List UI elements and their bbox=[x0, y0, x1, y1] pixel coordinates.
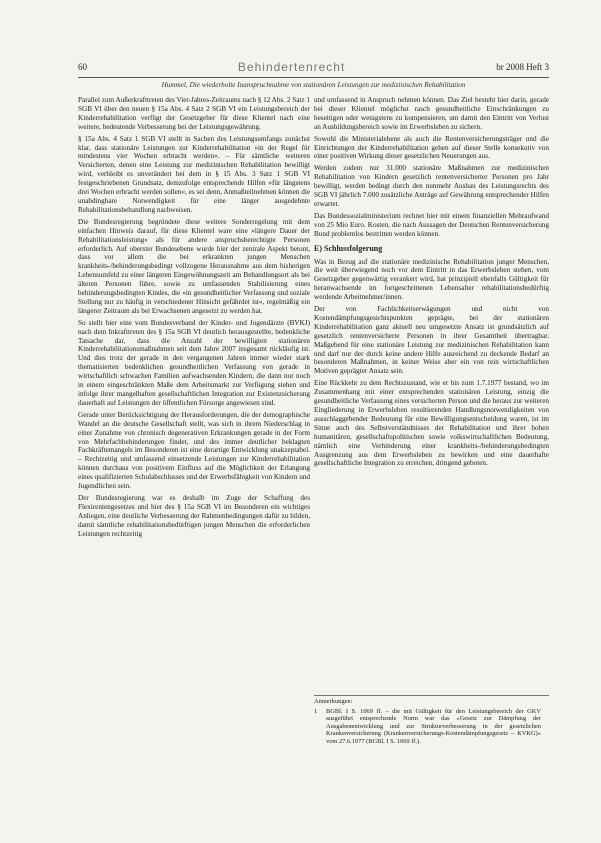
paragraph: Der von Fachlichkeitserwägungen und nicht von Kostendämpfungsgesichtspunkten geprägte, bei der stationären Kinderrehabilitation ganz aktuell neu umgesetzte Ansatz ist grundsätzlich auf gesetzlich rentenversicherte Personen in ihrer Gesamtheit übertragbar. Maßgebend für eine stationäre Leistung zur medizinischen Rehabilitation kann und darf nur der durch keine andere Hilfe ausreichend zu deckende Bedarf an besonderen Maßnahmen, in keiner Weise aber ein von rein wirtschaftlichen Motiven geprägter Ansatz sein. bbox=[314, 305, 549, 376]
paragraph: Gerade unter Berücksichtigung der Herausforderungen, die der demographische Wandel an die deutsche Gesellschaft stellt, was sich in ihrem Niederschlag in einer Zunahme von chronisch degenerativen Erkrankungen gerade in der Form von Mehrfachbehinderungen findet, und des immer deutlicher beklagten Fachkräftemangels im Besonderen ist eine derartige Entwicklung unakzeptabel. – Rechtzeitig und umfassend einsetzende Leistungen zur Kinderrehabilitation können durchaus von positivem Einfluss auf die Möglichkeit der Erlangung eines qualifizierten Schulabschlusses und der Erwerbsfähigkeit von Kindern und Jugendlichen sein. bbox=[78, 410, 310, 491]
paragraph: Der Bundesregierung war es deshalb im Zuge der Schaffung des Flexirentengesetzes und hier des § 15a SGB VI im Besonderen ein wichtiges Anliegen, eine deutliche Verbesserung der Rahmenbedingungen dafür zu bilden, damit sämtliche rehabilitationsbedürftigen jungen Menschen die erforderlichen Leistungen rechtzeitig bbox=[78, 493, 310, 538]
article-subtitle: Hummel, Die wiederholte Inanspruchnahme von stationären Leistungen zur medizinischen Rehabilitation bbox=[161, 81, 466, 89]
paragraph: und umfassend in Anspruch nehmen können. Das Ziel besteht hier darin, gerade bei dieser Klientel möglichst rasch gesundheitliche Einschränkungen zu beseitigen oder wenigstens zu kompensieren, um damit den Eintritt von Verlust an Ausbildungsbereich sowie im Erwerbsleben zu sichern. bbox=[314, 96, 549, 131]
footnote-text: BGBl. I S. 1069 ff. – die mit Gültigkeit für den Leistungsbereich der GKV ausgeführt entsprechende Norm war das »Gesetz zur Dämpfung der Ausgabenentwicklung und zur Strukturverbesserung in der gesetzlichen Krankenversicherung (Krankenversicherungs-Kostendämpfungsgesetz – KVKG)« vom 27.6.1977 (BGBl. I S. 1069 ff.). bbox=[326, 707, 541, 745]
paragraph: Werden zudem nur 31.000 stationäre Maßnahmen zur medizinischen Rehabilitation von Kindern gesetzlich rentenversicherter Personen pro Jahr bewilligt, werden bedingt durch den nunmehr Ausbau des Leistungsrechts des SGB VI jährlich 7.000 zusätzliche Anträge auf Gewährung entsprechender Hilfen erwartet. bbox=[314, 164, 549, 208]
paragraph: § 15a Abs. 4 Satz 1 SGB VI stellt in Sachen des Leistungsumfangs zunächst klar, dass stationäre Leistungen zur Kinderrehabilitation »in der Regel für mindestens vier Wochen erbracht werden«. – Für sämtliche weiteren Versicherten, denen eine Leistung zur medizinischen Rehabilitation bewilligt wird, verbleibt es unverändert bei dem in § 15 Abs. 3 Satz 1 SGB VI festgeschriebenen Grundsatz, demzufolge entsprechende Hilfen »für längstens drei Wochen erbracht werden sollen«, es sei denn, Anmaßteilnehmen können die unabdingbare Notwendigkeit für eine länger ausgedehnte Rehabilitationsbehandlung nachweisen. bbox=[78, 134, 311, 214]
footnotes bbox=[314, 695, 549, 746]
issue-label: br 2008 Heft 3 bbox=[496, 62, 549, 72]
paragraph: Was in Bezug auf die stationäre medizinische Rehabilitation junger Menschen, die weit überwiegend noch vor dem Eintritt in das Erwerbsleben stehen, vom Gesetzgeber gegenwärtig verankert wird, hat prinzipiell ebenfalls Gültigkeit für heranwachsende im fortgeschrittenen Lebensalter rehabilitationsbedürftig werdende Arbeitnehmer/innen. bbox=[314, 257, 549, 302]
right-column bbox=[314, 96, 549, 471]
footnote bbox=[314, 708, 549, 746]
paragraph: Sowohl die Ministerialebene als auch die Rentenversicherungsträger und die Einrichtungen der Kinderrehabilitation gehen auf dieser Stelle konsekutiv von einer positiven Wirkung dieser gesetzlichen Neuerungen aus. bbox=[314, 134, 549, 161]
left-column bbox=[78, 96, 310, 542]
footnote-number: 1 bbox=[314, 707, 318, 715]
journal-title: Behindertenrecht bbox=[237, 60, 346, 74]
paragraph: Parallel zum Außerkrafttreten des Vier-Jahres-Zeitraums nach § 12 Abs. 2 Satz 1 SGB VI über den neuen § 15a Abs. 4 Satz 2 SGB VI ein Leistungsbereich der Kinderrehabilitation verfügt der Gesetzgeber für diese Klientel nach eine weitere, bedeutende Verbesserung bei der Leistungsgewährung. bbox=[78, 96, 311, 131]
header-rule bbox=[78, 77, 549, 78]
page-number: 60 bbox=[78, 62, 87, 72]
paragraph: Die Bundesregierung begründete diese weitere Sonderregelung mit dem einfachen Hinweis darauf, für diese Klientel ware eine »längere Dauer der Rehabilitationsleistung« als für andere anspruchsberechtigte Personen erforderlich. Auf oberster Bundesebene wurde hier der zentrale Aspekt betont, dass vor allem die bei erkrankten jungen Menschen krankheits-/behinderungsbedingt vollzogene Herausnahme aus dem bisherigen Lebensumfeld zu einer längeren Eingewöhnungszeit am Behandlungsort als bei älteren Personen führe, sowie zu umfassenden Stabilisierung eines behinderungsbedingten Kindes, die »in gesundheitlicher Verfassung und soziale Stellung nur zu häufig in verschiedener Hinsicht gefährdet ist«, regelmäßig ein längerer Zeitraum als bei Erwachsenen angesetzt zu werden hat. bbox=[78, 217, 310, 315]
paragraph: Eine Rückkehr zu dem Rechtszustand, wie er bis zum 1.7.1977 bestand, wo im Zusammenhang mit einer entsprechenden stationären Leistung, einzig die gesundheitliche Verfassung eines versicherten Person und die heraus zur weiteren Eingliederung in Erwerbsleben resultierenden Handlungsnotwendigkeiten von ausschlaggebender Bedeutung für eine Bewilligungsentscheidung waren, ist im Sinne auch des Selbstverständnisses der Rehabilitation und ihrer hohen humanitären, gesellschaftspolitischen sowie volkswirtschaftlichen Bedeutung, nämlich eine Verhinderung einer krankheits-/behinderungsbedingten Ausgrenzung aus dem Erwerbsleben zu bewirken und eine dauerhafte gesellschaftliche Integration zu erreichen, dringend geboten. bbox=[314, 379, 549, 468]
paragraph: So stellt hier eine vom Bundesverband der Kinder- und Jugendärzte (BVKJ) nach dem Inkrafttreten des § 15a SGB VI deutlich herausgestellte, bedenkliche Tatsache dar, dass die Anzahl der bewilligten stationären Kinderrehabilitationsmaßnahmen seit dem Jahre 2007 insgesamt rückläufig ist. Und dies trotz der gerade in den vergangenen Jahren immer wieder stark thematisierten bedenklichen gesundheitlichen Verfassung von gerade in wirtschaftlich schwachen Familien aufwachsenden Kindern, die dann nur noch in einem eingeschränkten Maße dem Arbeitsmarkt zur Verfügung stehen und infolge ihrer mangelhaften gesellschaftlichen Integration zur Existenzsicherung dauerhaft auf Leistungen der öffentlichen Fürsorge angewiesen sind. bbox=[78, 318, 310, 407]
paragraph: Das Bundessozialministerium rechnet hier mit einem finanziellen Mehraufwand von 25 Mio Euro. Kosten, die nach Aussagen der Deutschen Rentenversicherung Bund problemlos bestritten werden können. bbox=[314, 211, 549, 238]
running-header bbox=[78, 60, 549, 74]
footnotes-title: Anmerkungen: bbox=[314, 698, 353, 705]
section-heading: E) Schlussfolgerung bbox=[314, 243, 383, 253]
